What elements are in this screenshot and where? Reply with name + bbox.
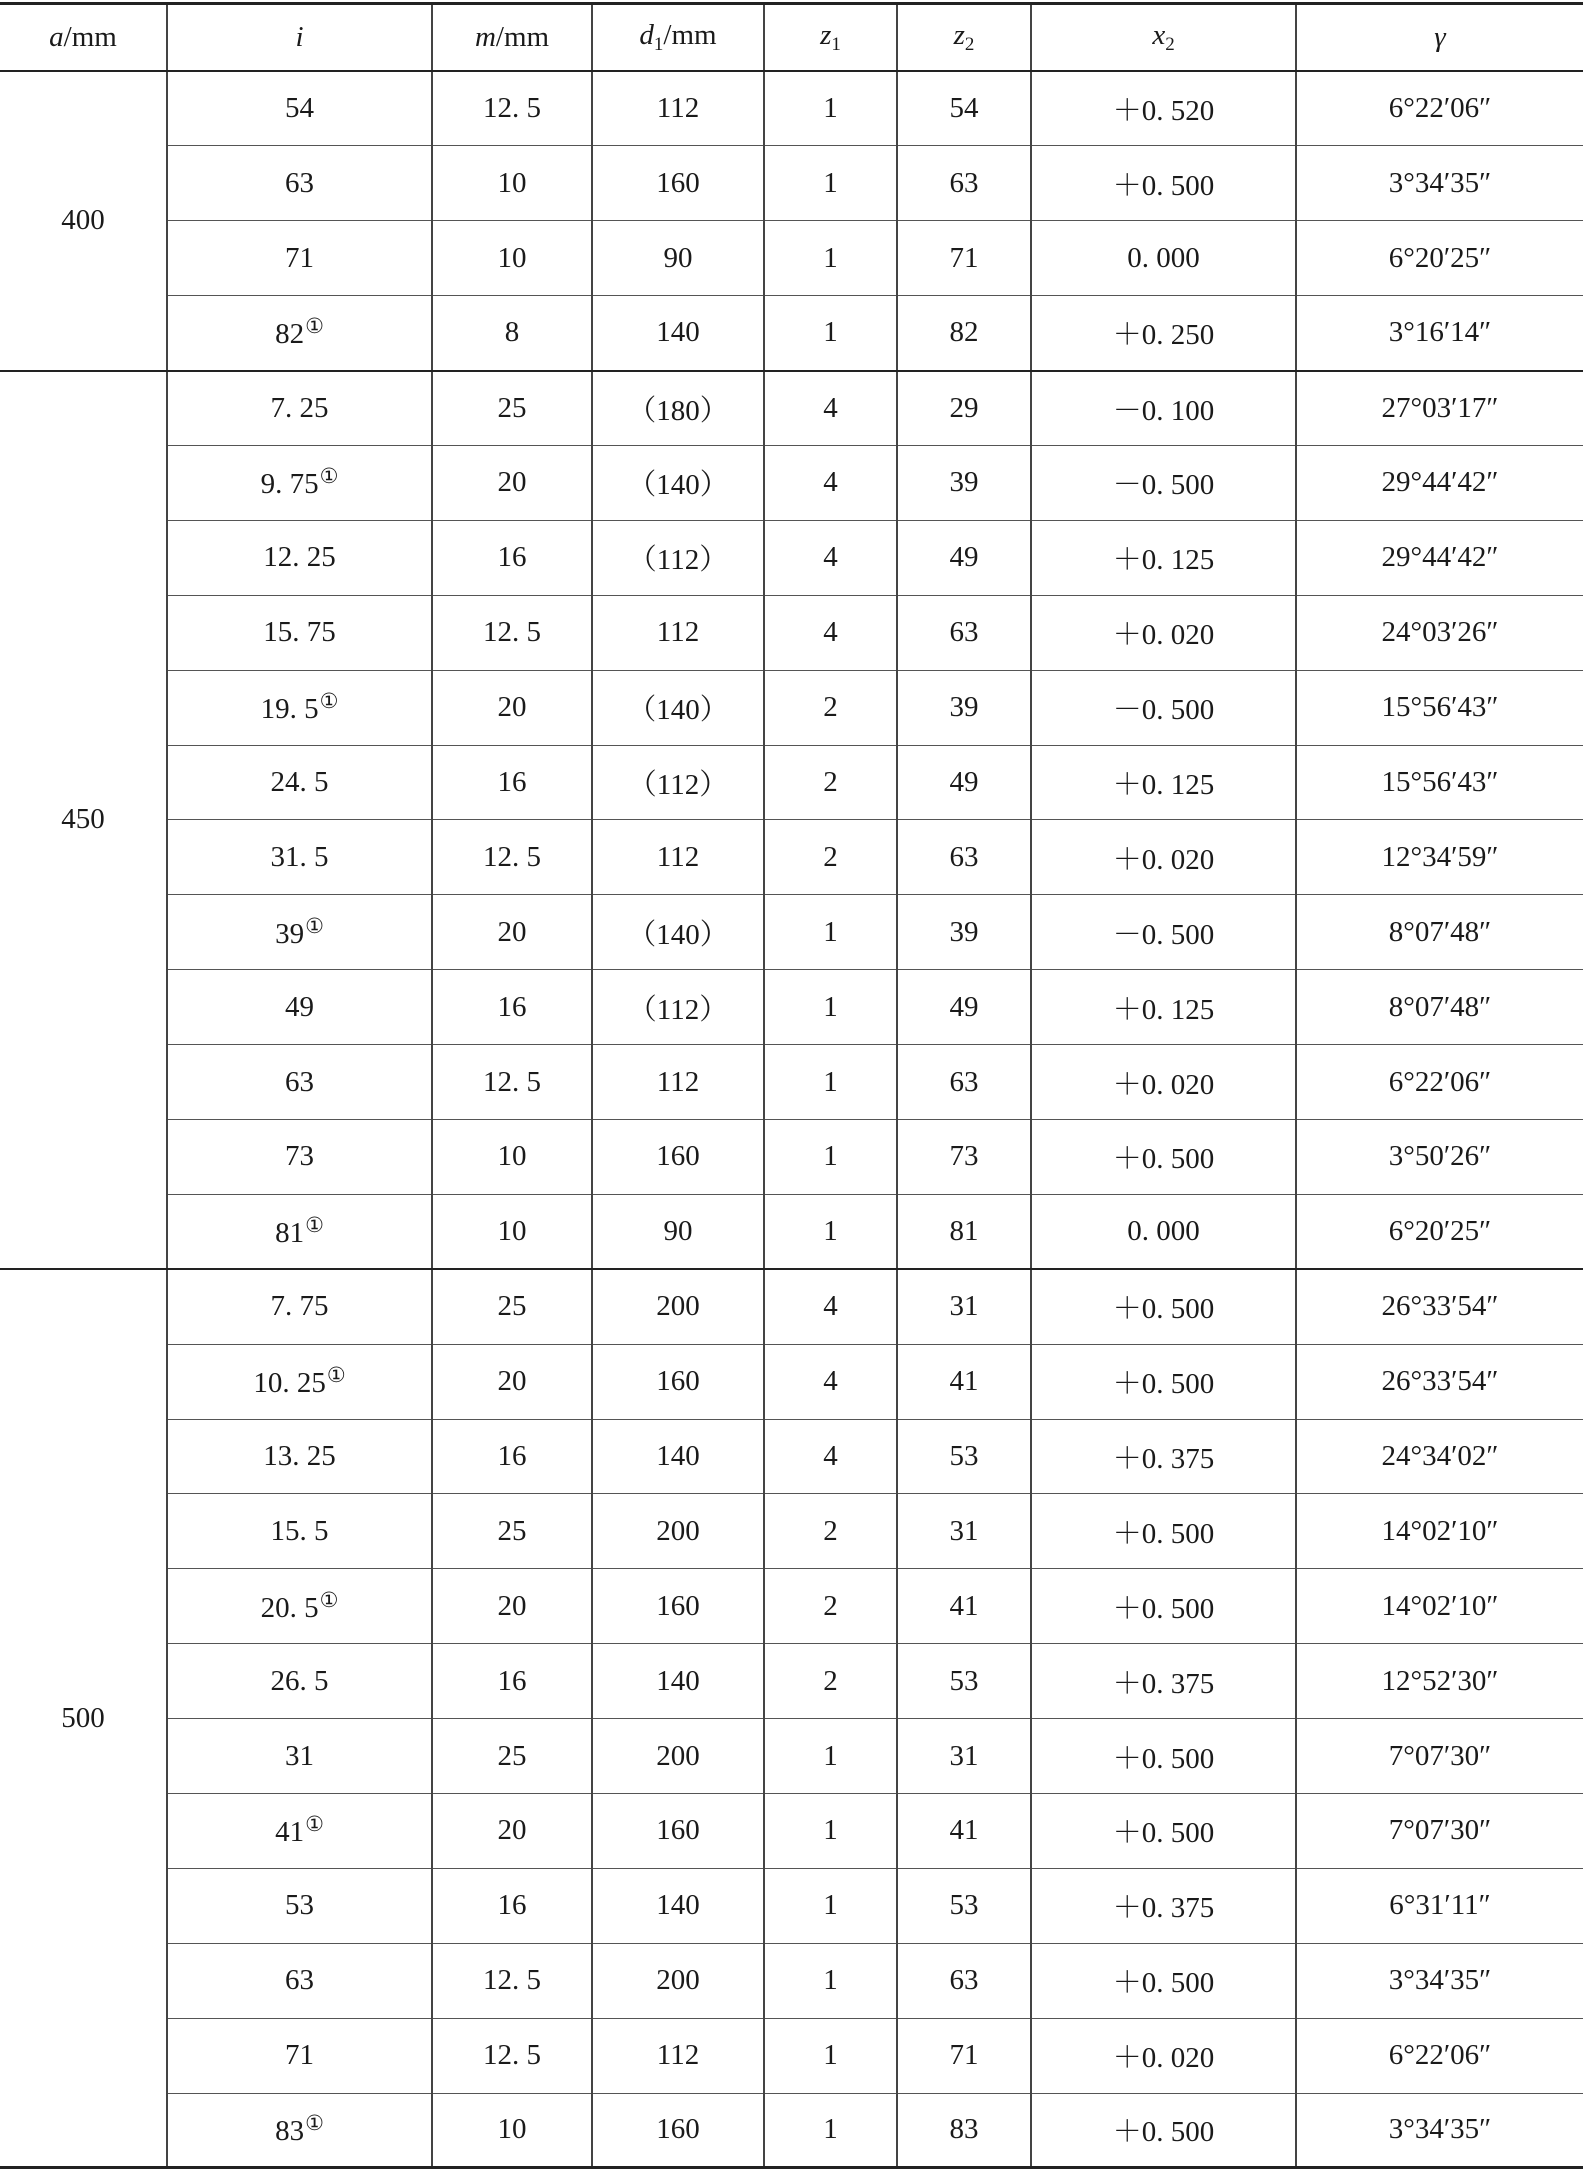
worm-diameter-cell: 140 xyxy=(592,1644,764,1719)
wheel-teeth-cell: 49 xyxy=(897,970,1031,1045)
ratio-cell xyxy=(167,1719,432,1794)
module-cell: 20 xyxy=(432,895,592,970)
module-cell: 20 xyxy=(432,670,592,745)
module-cell: 16 xyxy=(432,520,592,595)
worm-diameter-cell: 112 xyxy=(592,1045,764,1120)
worm-starts-cell: 1 xyxy=(764,2093,897,2168)
worm-starts-cell: 1 xyxy=(764,2018,897,2093)
profile-shift-cell: ＋0. 125 xyxy=(1031,970,1296,1045)
ratio-cell xyxy=(167,2093,432,2168)
profile-shift-cell: ＋0. 020 xyxy=(1031,820,1296,895)
table-row xyxy=(0,1419,1583,1494)
worm-starts-cell: 1 xyxy=(764,1045,897,1120)
worm-starts-cell: 2 xyxy=(764,670,897,745)
ratio-value: 63 xyxy=(285,1065,314,1098)
table-row xyxy=(0,146,1583,221)
ratio-cell xyxy=(167,296,432,371)
worm-starts-cell: 4 xyxy=(764,520,897,595)
wheel-teeth-cell: 41 xyxy=(897,1569,1031,1644)
wheel-teeth-cell: 31 xyxy=(897,1269,1031,1344)
worm-starts-cell: 1 xyxy=(764,1868,897,1943)
lead-angle-cell: 3°34′35″ xyxy=(1296,2093,1583,2168)
module-cell: 10 xyxy=(432,221,592,296)
module-cell: 10 xyxy=(432,146,592,221)
module-cell: 12. 5 xyxy=(432,820,592,895)
ratio-cell xyxy=(167,371,432,446)
worm-diameter-cell: （112） xyxy=(592,520,764,595)
ratio-cell xyxy=(167,1494,432,1569)
wheel-teeth-cell: 53 xyxy=(897,1644,1031,1719)
wheel-teeth-cell: 54 xyxy=(897,71,1031,146)
lead-angle-cell: 7°07′30″ xyxy=(1296,1719,1583,1794)
table-row xyxy=(0,1194,1583,1269)
wheel-teeth-cell: 49 xyxy=(897,745,1031,820)
lead-angle-cell: 8°07′48″ xyxy=(1296,970,1583,1045)
module-cell: 16 xyxy=(432,1868,592,1943)
profile-shift-cell: ＋0. 020 xyxy=(1031,1045,1296,1120)
table-row xyxy=(0,1719,1583,1794)
ratio-value: 26. 5 xyxy=(270,1664,329,1697)
profile-shift-cell: ＋0. 500 xyxy=(1031,1943,1296,2018)
ratio-value: 12. 25 xyxy=(263,541,336,574)
ratio-value: 15. 5 xyxy=(270,1514,329,1547)
worm-starts-cell: 4 xyxy=(764,445,897,520)
table-row xyxy=(0,71,1583,146)
wheel-teeth-cell: 31 xyxy=(897,1719,1031,1794)
footnote-marker: ① xyxy=(326,1363,346,1388)
ratio-cell xyxy=(167,520,432,595)
wheel-teeth-cell: 49 xyxy=(897,520,1031,595)
ratio-cell xyxy=(167,146,432,221)
profile-shift-cell: ＋0. 020 xyxy=(1031,2018,1296,2093)
module-cell: 20 xyxy=(432,445,592,520)
profile-shift-cell: －0. 500 xyxy=(1031,445,1296,520)
lead-angle-cell: 15°56′43″ xyxy=(1296,670,1583,745)
worm-diameter-cell: 200 xyxy=(592,1719,764,1794)
lead-angle-cell: 3°34′35″ xyxy=(1296,146,1583,221)
header-row xyxy=(0,4,1583,72)
worm-diameter-cell: 160 xyxy=(592,1569,764,1644)
footnote-marker: ① xyxy=(305,2111,324,2136)
ratio-cell xyxy=(167,1194,432,1269)
table-row xyxy=(0,1868,1583,1943)
worm-diameter-cell: （112） xyxy=(592,745,764,820)
worm-diameter-cell: （140） xyxy=(592,445,764,520)
ratio-cell xyxy=(167,820,432,895)
wheel-teeth-cell: 71 xyxy=(897,2018,1031,2093)
module-cell: 25 xyxy=(432,1719,592,1794)
lead-angle-cell: 26°33′54″ xyxy=(1296,1269,1583,1344)
header-module: m/mm xyxy=(432,4,592,72)
profile-shift-cell: ＋0. 520 xyxy=(1031,71,1296,146)
profile-shift-cell: －0. 100 xyxy=(1031,371,1296,446)
worm-starts-cell: 1 xyxy=(764,1793,897,1868)
footnote-marker: ① xyxy=(305,1213,324,1238)
table-row xyxy=(0,2093,1583,2168)
worm-diameter-cell: 200 xyxy=(592,1943,764,2018)
profile-shift-cell: ＋0. 125 xyxy=(1031,745,1296,820)
profile-shift-cell: －0. 500 xyxy=(1031,895,1296,970)
ratio-value: 83 xyxy=(275,2115,305,2148)
worm-starts-cell: 2 xyxy=(764,1644,897,1719)
ratio-cell xyxy=(167,445,432,520)
module-cell: 12. 5 xyxy=(432,1943,592,2018)
ratio-value: 15. 75 xyxy=(263,616,336,649)
module-cell: 12. 5 xyxy=(432,71,592,146)
profile-shift-cell: －0. 500 xyxy=(1031,670,1296,745)
lead-angle-cell: 26°33′54″ xyxy=(1296,1344,1583,1419)
worm-diameter-cell: （140） xyxy=(592,670,764,745)
worm-diameter-cell: 112 xyxy=(592,2018,764,2093)
ratio-value: 53 xyxy=(285,1889,314,1922)
ratio-value: 41 xyxy=(275,1816,305,1849)
footnote-marker: ① xyxy=(305,314,324,339)
table-row xyxy=(0,296,1583,371)
worm-diameter-cell: 200 xyxy=(592,1269,764,1344)
worm-diameter-cell: 160 xyxy=(592,146,764,221)
profile-shift-cell: ＋0. 500 xyxy=(1031,1344,1296,1419)
worm-starts-cell: 2 xyxy=(764,820,897,895)
worm-starts-cell: 1 xyxy=(764,221,897,296)
worm-starts-cell: 4 xyxy=(764,1344,897,1419)
ratio-value: 39 xyxy=(275,917,305,950)
worm-starts-cell: 2 xyxy=(764,1494,897,1569)
wheel-teeth-cell: 63 xyxy=(897,820,1031,895)
header-profile-shift: $x_2$ xyxy=(1031,4,1296,72)
wheel-teeth-cell: 81 xyxy=(897,1194,1031,1269)
ratio-value: 81 xyxy=(275,1217,305,1250)
ratio-cell xyxy=(167,1644,432,1719)
lead-angle-cell: 14°02′10″ xyxy=(1296,1494,1583,1569)
worm-starts-cell: 1 xyxy=(764,1194,897,1269)
ratio-value: 9. 75 xyxy=(260,468,319,501)
lead-angle-cell: 3°50′26″ xyxy=(1296,1119,1583,1194)
worm-starts-cell: 1 xyxy=(764,71,897,146)
ratio-value: 24. 5 xyxy=(270,765,329,798)
wheel-teeth-cell: 41 xyxy=(897,1793,1031,1868)
table-row xyxy=(0,371,1583,446)
wheel-teeth-cell: 71 xyxy=(897,221,1031,296)
worm-diameter-cell: 112 xyxy=(592,595,764,670)
ratio-cell xyxy=(167,221,432,296)
header-worm-diameter: $d_1/mm$ xyxy=(592,4,764,72)
worm-starts-cell: 4 xyxy=(764,1419,897,1494)
table-row xyxy=(0,745,1583,820)
ratio-cell xyxy=(167,2018,432,2093)
worm-diameter-cell: 90 xyxy=(592,1194,764,1269)
lead-angle-cell: 24°03′26″ xyxy=(1296,595,1583,670)
ratio-cell xyxy=(167,1793,432,1868)
lead-angle-cell: 29°44′42″ xyxy=(1296,445,1583,520)
module-cell: 16 xyxy=(432,745,592,820)
worm-starts-cell: 4 xyxy=(764,371,897,446)
wheel-teeth-cell: 63 xyxy=(897,595,1031,670)
profile-shift-cell: ＋0. 500 xyxy=(1031,1269,1296,1344)
ratio-cell xyxy=(167,595,432,670)
wheel-teeth-cell: 41 xyxy=(897,1344,1031,1419)
worm-diameter-cell: 140 xyxy=(592,296,764,371)
center-distance-cell: 500 xyxy=(0,1269,167,2168)
module-cell: 8 xyxy=(432,296,592,371)
ratio-value: 13. 25 xyxy=(263,1439,336,1472)
ratio-cell xyxy=(167,71,432,146)
footnote-marker: ① xyxy=(319,464,339,489)
profile-shift-cell: ＋0. 375 xyxy=(1031,1644,1296,1719)
lead-angle-cell: 6°22′06″ xyxy=(1296,2018,1583,2093)
worm-starts-cell: 4 xyxy=(764,595,897,670)
lead-angle-cell: 15°56′43″ xyxy=(1296,745,1583,820)
worm-diameter-cell: 160 xyxy=(592,1344,764,1419)
profile-shift-cell: ＋0. 375 xyxy=(1031,1868,1296,1943)
ratio-value: 49 xyxy=(285,990,314,1023)
worm-diameter-cell: 160 xyxy=(592,1793,764,1868)
wheel-teeth-cell: 53 xyxy=(897,1868,1031,1943)
wheel-teeth-cell: 39 xyxy=(897,445,1031,520)
footnote-marker: ① xyxy=(305,913,324,938)
header-ratio: i xyxy=(167,4,432,72)
worm-starts-cell: 1 xyxy=(764,296,897,371)
lead-angle-cell: 3°34′35″ xyxy=(1296,1943,1583,2018)
table-row xyxy=(0,1644,1583,1719)
ratio-value: 7. 75 xyxy=(270,1290,329,1323)
module-cell: 20 xyxy=(432,1344,592,1419)
ratio-value: 19. 5 xyxy=(260,693,319,726)
worm-starts-cell: 2 xyxy=(764,1569,897,1644)
profile-shift-cell: ＋0. 250 xyxy=(1031,296,1296,371)
lead-angle-cell: 8°07′48″ xyxy=(1296,895,1583,970)
ratio-value: 7. 25 xyxy=(270,391,329,424)
table-row xyxy=(0,1344,1583,1419)
ratio-value: 71 xyxy=(285,2039,314,2072)
ratio-value: 63 xyxy=(285,166,314,199)
ratio-cell xyxy=(167,1943,432,2018)
center-distance-cell: 450 xyxy=(0,371,167,1270)
profile-shift-cell: 0. 000 xyxy=(1031,1194,1296,1269)
lead-angle-cell: 29°44′42″ xyxy=(1296,520,1583,595)
table-row xyxy=(0,1119,1583,1194)
ratio-value: 71 xyxy=(285,241,314,274)
lead-angle-cell: 6°22′06″ xyxy=(1296,71,1583,146)
ratio-value: 31 xyxy=(285,1739,314,1772)
wheel-teeth-cell: 39 xyxy=(897,670,1031,745)
lead-angle-cell: 3°16′14″ xyxy=(1296,296,1583,371)
ratio-value: 63 xyxy=(285,1964,314,1997)
footnote-marker: ① xyxy=(305,1812,324,1837)
worm-diameter-cell: 160 xyxy=(592,1119,764,1194)
ratio-value: 10. 25 xyxy=(253,1367,326,1400)
profile-shift-cell: ＋0. 500 xyxy=(1031,1119,1296,1194)
wheel-teeth-cell: 31 xyxy=(897,1494,1031,1569)
lead-angle-cell: 6°22′06″ xyxy=(1296,1045,1583,1120)
wheel-teeth-cell: 29 xyxy=(897,371,1031,446)
ratio-cell xyxy=(167,1419,432,1494)
wheel-teeth-cell: 63 xyxy=(897,146,1031,221)
profile-shift-cell: 0. 000 xyxy=(1031,221,1296,296)
table-row xyxy=(0,970,1583,1045)
module-cell: 10 xyxy=(432,1194,592,1269)
worm-starts-cell: 1 xyxy=(764,1719,897,1794)
module-cell: 12. 5 xyxy=(432,595,592,670)
table-row xyxy=(0,820,1583,895)
wheel-teeth-cell: 53 xyxy=(897,1419,1031,1494)
profile-shift-cell: ＋0. 125 xyxy=(1031,520,1296,595)
wheel-teeth-cell: 73 xyxy=(897,1119,1031,1194)
profile-shift-cell: ＋0. 500 xyxy=(1031,146,1296,221)
ratio-cell xyxy=(167,745,432,820)
worm-diameter-cell: （180） xyxy=(592,371,764,446)
ratio-cell xyxy=(167,1868,432,1943)
module-cell: 10 xyxy=(432,2093,592,2168)
worm-starts-cell: 1 xyxy=(764,146,897,221)
module-cell: 25 xyxy=(432,371,592,446)
profile-shift-cell: ＋0. 375 xyxy=(1031,1419,1296,1494)
footnote-marker: ① xyxy=(319,689,339,714)
ratio-cell xyxy=(167,1119,432,1194)
ratio-value: 20. 5 xyxy=(260,1591,319,1624)
wheel-teeth-cell: 39 xyxy=(897,895,1031,970)
worm-diameter-cell: 200 xyxy=(592,1494,764,1569)
table-row xyxy=(0,1045,1583,1120)
table-row xyxy=(0,1943,1583,2018)
profile-shift-cell: ＋0. 500 xyxy=(1031,1719,1296,1794)
table-row xyxy=(0,895,1583,970)
ratio-value: 73 xyxy=(285,1140,314,1173)
worm-diameter-cell: （112） xyxy=(592,970,764,1045)
module-cell: 20 xyxy=(432,1793,592,1868)
lead-angle-cell: 14°02′10″ xyxy=(1296,1569,1583,1644)
lead-angle-cell: 27°03′17″ xyxy=(1296,371,1583,446)
lead-angle-cell: 6°20′25″ xyxy=(1296,1194,1583,1269)
ratio-cell xyxy=(167,970,432,1045)
worm-starts-cell: 1 xyxy=(764,1119,897,1194)
header-worm-starts: $z_1$ xyxy=(764,4,897,72)
lead-angle-cell: 6°31′11″ xyxy=(1296,1868,1583,1943)
worm-diameter-cell: 112 xyxy=(592,71,764,146)
lead-angle-cell: 12°52′30″ xyxy=(1296,1644,1583,1719)
ratio-value: 54 xyxy=(285,92,314,125)
module-cell: 10 xyxy=(432,1119,592,1194)
lead-angle-cell: 7°07′30″ xyxy=(1296,1793,1583,1868)
ratio-cell xyxy=(167,1569,432,1644)
header-lead-angle: γ xyxy=(1296,4,1583,72)
table-row xyxy=(0,1793,1583,1868)
table-row xyxy=(0,1569,1583,1644)
center-distance-cell: 400 xyxy=(0,71,167,371)
worm-diameter-cell: 140 xyxy=(592,1419,764,1494)
table-row xyxy=(0,445,1583,520)
lead-angle-cell: 6°20′25″ xyxy=(1296,221,1583,296)
module-cell: 16 xyxy=(432,1419,592,1494)
ratio-cell xyxy=(167,895,432,970)
worm-diameter-cell: 140 xyxy=(592,1868,764,1943)
worm-starts-cell: 1 xyxy=(764,970,897,1045)
module-cell: 16 xyxy=(432,970,592,1045)
worm-diameter-cell: （140） xyxy=(592,895,764,970)
table-row xyxy=(0,2018,1583,2093)
table-row xyxy=(0,1494,1583,1569)
module-cell: 25 xyxy=(432,1494,592,1569)
table-row xyxy=(0,670,1583,745)
worm-starts-cell: 4 xyxy=(764,1269,897,1344)
ratio-value: 31. 5 xyxy=(270,840,329,873)
wheel-teeth-cell: 82 xyxy=(897,296,1031,371)
ratio-cell xyxy=(167,670,432,745)
wheel-teeth-cell: 63 xyxy=(897,1943,1031,2018)
header-wheel-teeth: $z_2$ xyxy=(897,4,1031,72)
ratio-cell xyxy=(167,1045,432,1120)
profile-shift-cell: ＋0. 500 xyxy=(1031,1793,1296,1868)
table-row xyxy=(0,595,1583,670)
worm-starts-cell: 2 xyxy=(764,745,897,820)
wheel-teeth-cell: 63 xyxy=(897,1045,1031,1120)
worm-diameter-cell: 112 xyxy=(592,820,764,895)
profile-shift-cell: ＋0. 500 xyxy=(1031,1569,1296,1644)
table-row xyxy=(0,520,1583,595)
module-cell: 20 xyxy=(432,1569,592,1644)
footnote-marker: ① xyxy=(319,1587,339,1612)
module-cell: 25 xyxy=(432,1269,592,1344)
ratio-value: 82 xyxy=(275,318,305,351)
worm-gear-parameter-table xyxy=(0,2,1583,2169)
worm-diameter-cell: 90 xyxy=(592,221,764,296)
profile-shift-cell: ＋0. 500 xyxy=(1031,2093,1296,2168)
lead-angle-cell: 24°34′02″ xyxy=(1296,1419,1583,1494)
wheel-teeth-cell: 83 xyxy=(897,2093,1031,2168)
profile-shift-cell: ＋0. 500 xyxy=(1031,1494,1296,1569)
ratio-cell xyxy=(167,1269,432,1344)
module-cell: 12. 5 xyxy=(432,1045,592,1120)
module-cell: 12. 5 xyxy=(432,2018,592,2093)
ratio-cell xyxy=(167,1344,432,1419)
profile-shift-cell: ＋0. 020 xyxy=(1031,595,1296,670)
header-center-distance: a/mm xyxy=(0,4,167,72)
worm-starts-cell: 1 xyxy=(764,895,897,970)
lead-angle-cell: 12°34′59″ xyxy=(1296,820,1583,895)
table-row xyxy=(0,1269,1583,1344)
table-row xyxy=(0,221,1583,296)
worm-diameter-cell: 160 xyxy=(592,2093,764,2168)
module-cell: 16 xyxy=(432,1644,592,1719)
worm-starts-cell: 1 xyxy=(764,1943,897,2018)
